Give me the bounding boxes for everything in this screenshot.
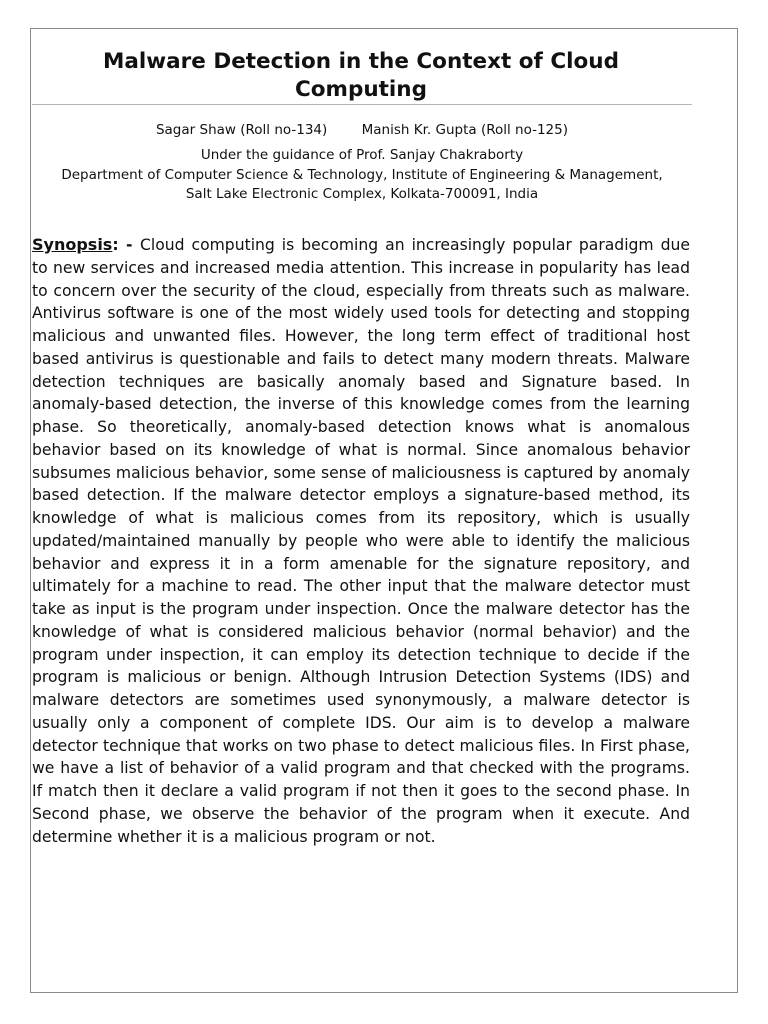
author-line: [32, 121, 692, 139]
synopsis-separator: : -: [112, 236, 140, 254]
department-line: Department of Computer Science & Technology, Institute of Engineering & Management,: [61, 166, 663, 183]
synopsis-label: Synopsis: [32, 235, 113, 254]
guidance-line: Under the guidance of Prof. Sanjay Chakraborty: [200, 147, 524, 163]
synopsis-text: Cloud computing is becoming an increasingly popular paradigm due to new services and increased media attention. This increase in popularity has lead to concern over the security of the cloud, especially from threats such as malware. Antivirus software is one of the most widely used tools for detecting and stopping malicious and unwanted files. However, the long term effect of traditional host based antivirus is questionable and fails to detect many modern threats. Malware detection techniques are basically anomaly based and Signature based. In anomaly-based detection, the inverse of this knowledge comes from the learning phase. So theoretically, anomaly-based detection knows what is anomalous behavior based on its knowledge of what is normal. Since anomalous behavior subsumes malicious behavior, some sense of maliciousness is captured by anomaly based detection. If the malware detector employs a signature-based method, its knowledge of what is malicious comes from its repository, which is usually updated/maintained manually by people who were able to identify the malicious behavior and express it in a form amenable for the signature repository, and ultimately for a machine to read. The other input that the malware detector must take as input is the program under inspection. Once the malware detector has the knowledge of what is considered malicious behavior (normal behavior) and the program under inspection, it can employ its detection technique to decide if the program is malicious or benign. Although Intrusion Detection Systems (IDS) and malware detectors are sometimes used synonymously, a malware detector is usually only a component of complete IDS. Our aim is to develop a malware detector technique that works on two phase to detect malicious files. In First phase, we have a list of behavior of a valid program and that checked with the programs. If match then it declare a valid program if not then it goes to the second phase. In Second phase, we observe the behavior of the program when it execute. And determine whether it is a malicious program or not.: [32, 236, 690, 846]
author-name: Sagar Shaw (Roll no-134): [155, 122, 328, 138]
paper-title: Malware Detection in the Context of Cloud Computing: [103, 49, 619, 102]
affiliation-block: [60, 146, 664, 205]
author-name: Manish Kr. Gupta (Roll no-125): [361, 122, 569, 138]
synopsis-paragraph: [32, 234, 690, 848]
address-line: Salt Lake Electronic Complex, Kolkata-700091, India: [185, 186, 539, 202]
title-divider: [32, 104, 692, 105]
